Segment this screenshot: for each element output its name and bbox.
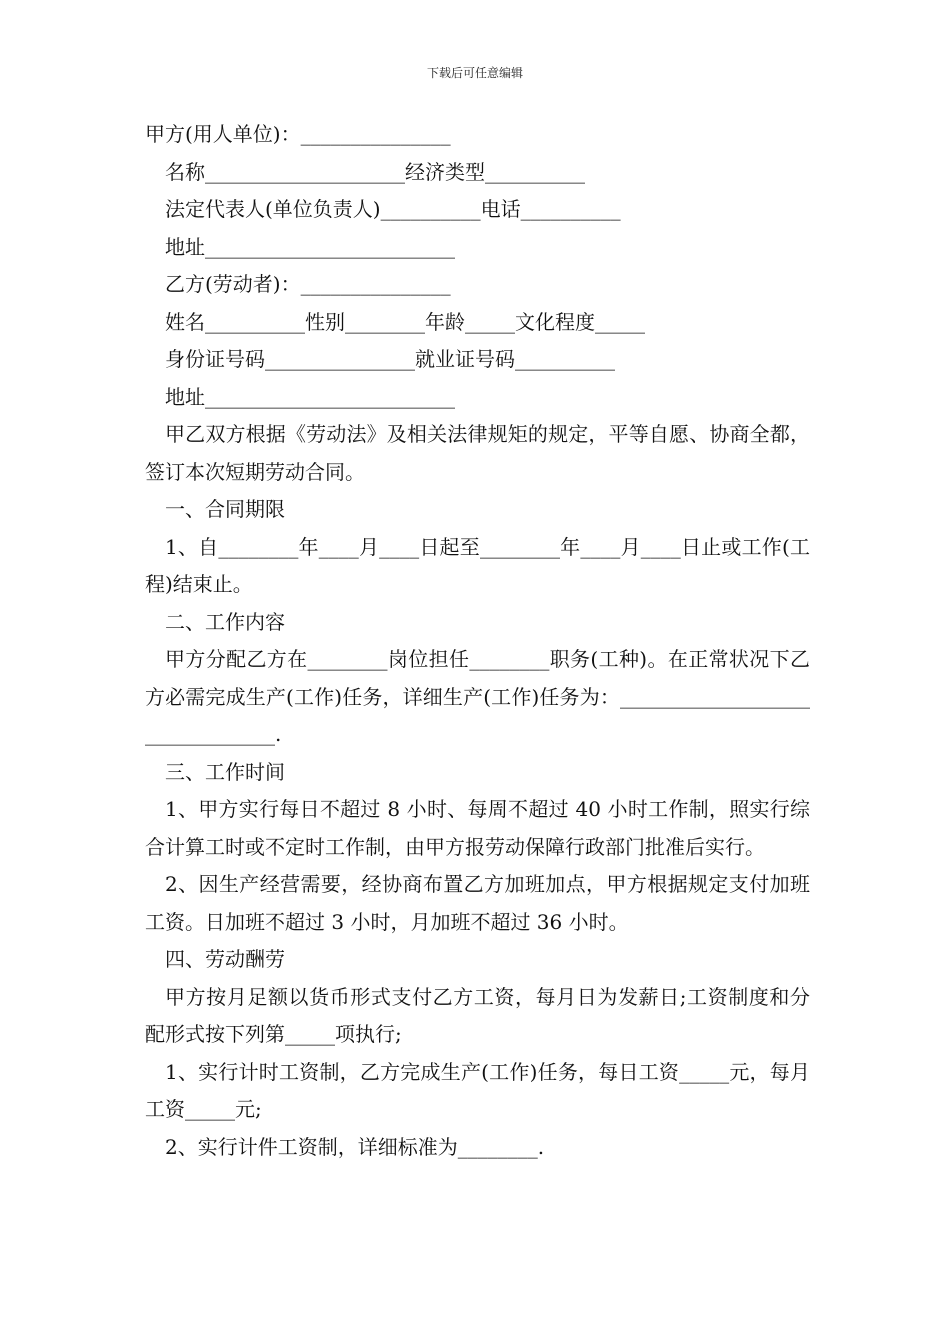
party-b-id-line: 身份证号码_______________就业证号码__________ [165, 347, 615, 371]
section-4-item-1: 1、实行计时工资制，乙方完成生产(工作)任务，每日工资_____元，每月工资_____元; [145, 1059, 810, 1121]
preamble-paragraph: 甲乙双方根据《劳动法》及相关法律规矩的规定，平等自愿、协商全都，签订本次短期劳动合同。 [145, 422, 810, 484]
party-b-address-line: 地址_________________________ [165, 384, 455, 409]
party-a-heading: 甲方(用人单位)：_______________ [145, 122, 451, 146]
party-a-representative-line: 法定代表人(单位负责人)__________电话__________ [165, 197, 621, 221]
page-header: 下载后可任意编辑 [426, 66, 523, 80]
section-2-paragraph: 甲方分配乙方在________岗位担任________职务(工种)。在正常状况下乙方必需完成生产(工作)任务，详细生产(工作)任务为：________________________________. [145, 647, 810, 746]
party-a-name-line: 名称____________________经济类型__________ [165, 159, 585, 184]
section-3-heading: 三、工作时间 [165, 759, 285, 784]
section-3-item-2: 2、因生产经营需要，经协商布置乙方加班加点，甲方根据规定支付加班工资。日加班不超过 3 小时，月加班不超过 36 小时。 [145, 872, 810, 934]
party-b-name-line: 姓名__________性别________年龄_____文化程度_____ [165, 309, 645, 334]
contract-body [145, 116, 810, 1166]
party-a-address-line: 地址_________________________ [165, 234, 455, 259]
party-b-heading: 乙方(劳动者)：_______________ [165, 272, 451, 296]
section-4-heading: 四、劳动酬劳 [165, 947, 285, 971]
section-1-heading: 一、合同期限 [165, 497, 285, 521]
section-4-paragraph: 甲方按月足额以货币形式支付乙方工资，每月日为发薪日;工资制度和分配形式按下列第_____项执行; [145, 984, 810, 1046]
section-4-item-2: 2、实行计件工资制，详细标准为________. [165, 1134, 545, 1159]
section-1-item-1: 1、自________年____月____日起至________年____月____日止或工作(工程)结束止。 [145, 534, 810, 596]
section-2-heading: 二、工作内容 [165, 609, 285, 634]
section-3-item-1: 1、甲方实行每日不超过 8 小时、每周不超过 40 小时工作制，照实行综合计算工时或不定时工作制，由甲方报劳动保障行政部门批准后实行。 [145, 797, 810, 859]
